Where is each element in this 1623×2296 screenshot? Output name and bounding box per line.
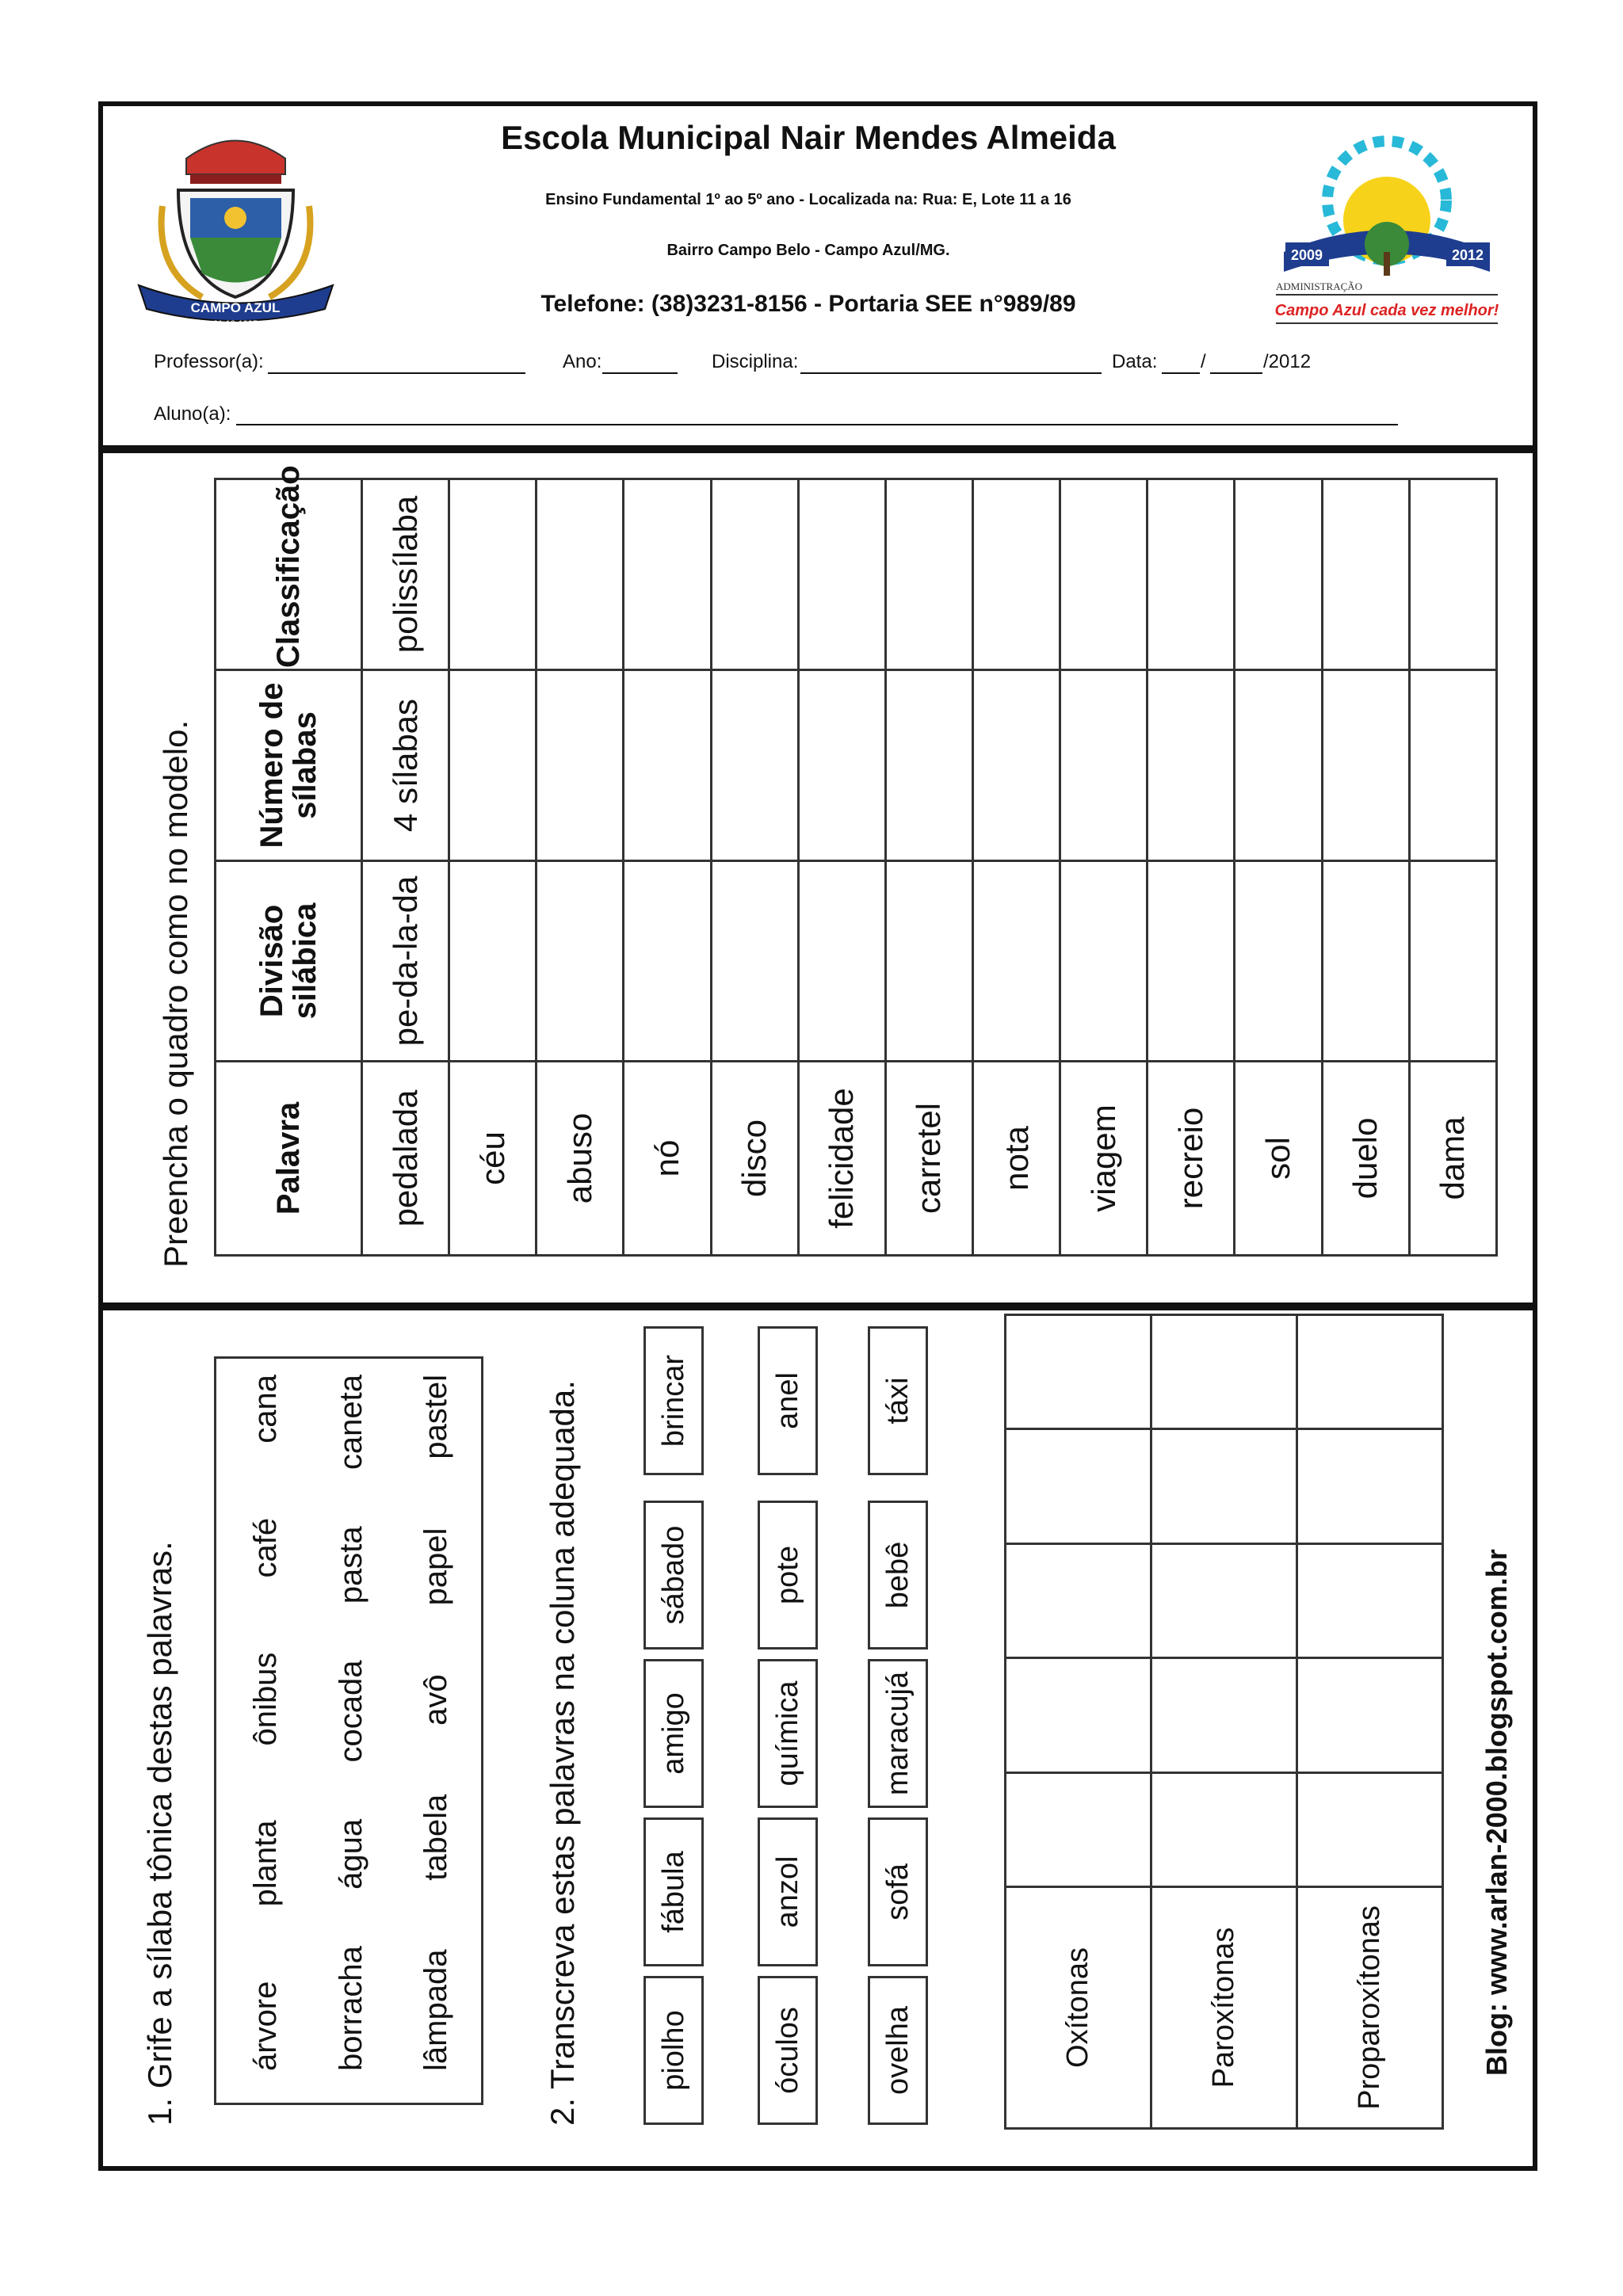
word-tile: anzol xyxy=(758,1817,818,1966)
professor-field[interactable] xyxy=(268,372,525,374)
school-phone: Telefone: (38)3231-8156 - Portaria SEE n°989/89 xyxy=(540,291,1076,317)
class-cell[interactable] xyxy=(1060,479,1148,670)
classification-table xyxy=(1004,1314,1444,2130)
table-row xyxy=(449,479,537,1256)
word-tile: táxi xyxy=(868,1326,928,1475)
word: cana xyxy=(248,1375,283,1444)
division-cell[interactable] xyxy=(711,861,798,1062)
word-tile: bebê xyxy=(868,1501,928,1650)
table-instruction: Preencha o quadro como no modelo. xyxy=(157,719,194,1268)
table-header-row xyxy=(216,479,362,1256)
word-cell: felicidade xyxy=(798,1062,885,1256)
answer-cell[interactable] xyxy=(1006,1658,1151,1772)
school-name: Escola Municipal Nair Mendes Almeida xyxy=(501,119,1116,156)
count-cell[interactable] xyxy=(711,670,798,861)
division-cell[interactable] xyxy=(1060,861,1148,1062)
ano-label: Ano: xyxy=(563,351,602,372)
count-cell[interactable] xyxy=(972,670,1060,861)
answer-cell[interactable] xyxy=(1006,1429,1151,1543)
word: ônibus xyxy=(248,1652,283,1746)
word-tile: sábado xyxy=(643,1501,704,1650)
answer-cell[interactable] xyxy=(1297,1658,1443,1772)
division-cell[interactable] xyxy=(1235,861,1322,1062)
class-cell[interactable] xyxy=(537,479,624,670)
word: pastel xyxy=(418,1375,453,1459)
table-row xyxy=(1060,479,1148,1256)
class-cell[interactable] xyxy=(1148,479,1235,670)
word-cell: carretel xyxy=(885,1062,972,1256)
division-cell[interactable] xyxy=(885,861,972,1062)
word-tile: piolho xyxy=(643,1976,704,2125)
classification-column-paroxitonas xyxy=(1151,1315,1297,2129)
class-cell[interactable] xyxy=(972,479,1060,670)
division-cell[interactable] xyxy=(1148,861,1235,1062)
model-count: 4 sílabas xyxy=(361,670,449,861)
header-numero: Número de sílabas xyxy=(216,670,362,861)
word-tile: maracujá xyxy=(868,1659,928,1808)
header-divisao: Divisão silábica xyxy=(216,861,362,1062)
word: tabela xyxy=(418,1794,453,1881)
column-header: Oxítonas xyxy=(1006,1887,1151,2129)
word-cell: abuso xyxy=(537,1062,624,1256)
word-cell: recreio xyxy=(1148,1062,1235,1256)
logo-slogan: Campo Azul cada vez melhor! xyxy=(1274,302,1499,319)
word-tile: brincar xyxy=(643,1326,704,1475)
date-year: /2012 xyxy=(1263,351,1312,372)
count-cell[interactable] xyxy=(1148,670,1235,861)
word-cell: sol xyxy=(1235,1062,1322,1256)
disciplina-label: Disciplina: xyxy=(712,351,799,372)
class-cell[interactable] xyxy=(711,479,798,670)
table-row xyxy=(885,479,972,1256)
table-row xyxy=(624,479,711,1256)
answer-cell[interactable] xyxy=(1151,1543,1297,1657)
word: café xyxy=(248,1517,283,1578)
class-cell[interactable] xyxy=(1409,479,1496,670)
header-palavra: Palavra xyxy=(216,1062,362,1256)
syllable-table xyxy=(214,465,1498,1257)
class-cell[interactable] xyxy=(798,479,885,670)
date-separator: / xyxy=(1201,351,1206,372)
word-cell: disco xyxy=(711,1062,798,1256)
class-cell[interactable] xyxy=(1322,479,1409,670)
school-address-line-2: Bairro Campo Belo - Campo Azul/MG. xyxy=(666,242,950,259)
administration-logo xyxy=(1268,125,1506,331)
model-class: polissílaba xyxy=(361,479,449,670)
division-cell[interactable] xyxy=(1322,861,1409,1062)
count-cell[interactable] xyxy=(1060,670,1148,861)
word: caneta xyxy=(334,1375,369,1470)
division-cell[interactable] xyxy=(624,861,711,1062)
table-row xyxy=(798,479,885,1256)
word-cell: viagem xyxy=(1060,1062,1148,1256)
word: árvore xyxy=(248,1981,283,2071)
blog-footer: Blog: www.arlan-2000.blogspot.com.br xyxy=(1480,1549,1513,2076)
disciplina-field[interactable] xyxy=(800,372,1102,374)
exercise1-instruction: 1. Grife a sílaba tônica destas palavras. xyxy=(141,1541,178,2126)
table-row xyxy=(1409,479,1496,1256)
answer-cell[interactable] xyxy=(1006,1315,1151,1429)
ano-field[interactable] xyxy=(602,372,678,374)
word-tile: química xyxy=(758,1659,818,1808)
count-cell[interactable] xyxy=(537,670,624,861)
answer-cell[interactable] xyxy=(1006,1543,1151,1657)
word: papel xyxy=(418,1527,453,1606)
word-cell: nó xyxy=(624,1062,711,1256)
word-tile: sofá xyxy=(868,1817,928,1966)
table-row xyxy=(537,479,624,1256)
table-row xyxy=(711,479,798,1256)
date-month-field[interactable] xyxy=(1210,372,1262,374)
division-cell[interactable] xyxy=(972,861,1060,1062)
word: pasta xyxy=(334,1526,369,1604)
word: avô xyxy=(418,1674,453,1726)
class-cell[interactable] xyxy=(885,479,972,670)
word-tile: anel xyxy=(758,1326,818,1475)
aluno-field[interactable] xyxy=(236,424,1398,425)
table-row xyxy=(1235,479,1322,1256)
word: planta xyxy=(248,1820,283,1907)
exercise1-word-box xyxy=(214,1356,483,2105)
word: borracha xyxy=(334,1946,369,2071)
division-cell[interactable] xyxy=(537,861,624,1062)
class-cell[interactable] xyxy=(1235,479,1322,670)
word-tile: amigo xyxy=(643,1659,704,1808)
answer-cell[interactable] xyxy=(1151,1315,1297,1429)
model-division: pe-da-la-da xyxy=(361,861,449,1062)
classification-column-proparoxitonas xyxy=(1297,1315,1443,2129)
header-classificacao: Classificação xyxy=(216,479,362,670)
division-cell[interactable] xyxy=(449,861,537,1062)
answer-cell[interactable] xyxy=(1006,1772,1151,1886)
division-cell[interactable] xyxy=(798,861,885,1062)
answer-cell[interactable] xyxy=(1297,1543,1443,1657)
model-word: pedalada xyxy=(361,1062,449,1256)
word-row-3 xyxy=(418,1375,454,2071)
date-day-field[interactable] xyxy=(1162,372,1200,374)
answer-cell[interactable] xyxy=(1151,1658,1297,1772)
logo-year-start: 2009 xyxy=(1290,247,1323,263)
answer-cell[interactable] xyxy=(1151,1772,1297,1886)
count-cell[interactable] xyxy=(1409,670,1496,861)
exercise2-instruction: 2. Transcreva estas palavras na coluna adequada. xyxy=(544,1380,581,2126)
word-tile: fábula xyxy=(643,1817,704,1966)
word-cell: dama xyxy=(1409,1062,1496,1256)
word-cell: duelo xyxy=(1322,1062,1409,1256)
count-cell[interactable] xyxy=(1235,670,1322,861)
answer-cell[interactable] xyxy=(1151,1429,1297,1543)
logo-left-date: 21-12-1995 xyxy=(212,319,258,329)
answer-cell[interactable] xyxy=(1297,1772,1443,1886)
classification-column-oxitonas xyxy=(1006,1315,1151,2129)
word-row-1 xyxy=(248,1375,284,2071)
aluno-label: Aluno(a): xyxy=(154,403,231,425)
count-cell[interactable] xyxy=(624,670,711,861)
answer-cell[interactable] xyxy=(1297,1429,1443,1543)
word-cell: nota xyxy=(972,1062,1060,1256)
campo-azul-coat-of-arms-logo xyxy=(131,119,341,333)
school-address-line-1: Ensino Fundamental 1º ao 5º ano - Localizada na: Rua: E, Lote 11 a 16 xyxy=(545,191,1071,208)
count-cell[interactable] xyxy=(449,670,537,861)
count-cell[interactable] xyxy=(1322,670,1409,861)
division-cell[interactable] xyxy=(1409,861,1496,1062)
answer-cell[interactable] xyxy=(1297,1315,1443,1429)
column-header: Proparoxítonas xyxy=(1297,1887,1443,2129)
word-cell: céu xyxy=(449,1062,537,1256)
logo-year-end: 2012 xyxy=(1451,247,1484,263)
word-tile: pote xyxy=(758,1501,818,1650)
logo-admin-label: ADMINISTRAÇÃO xyxy=(1276,280,1363,292)
word-row-2 xyxy=(334,1375,369,2071)
count-cell[interactable] xyxy=(798,670,885,861)
logo-left-name: CAMPO AZUL xyxy=(190,300,281,315)
word: lâmpada xyxy=(418,1949,453,2071)
column-header: Paroxítonas xyxy=(1151,1887,1297,2129)
data-label: Data: xyxy=(1112,351,1158,372)
table-row xyxy=(972,479,1060,1256)
class-cell[interactable] xyxy=(624,479,711,670)
word-tile: ovelha xyxy=(868,1976,928,2125)
table-row xyxy=(1148,479,1235,1256)
word-tile: óculos xyxy=(758,1976,818,2125)
class-cell[interactable] xyxy=(449,479,537,670)
count-cell[interactable] xyxy=(885,670,972,861)
professor-label: Professor(a): xyxy=(154,351,264,372)
word: água xyxy=(334,1818,369,1890)
table-row-model xyxy=(361,479,449,1256)
word: cocada xyxy=(334,1660,369,1763)
table-row xyxy=(1322,479,1409,1256)
